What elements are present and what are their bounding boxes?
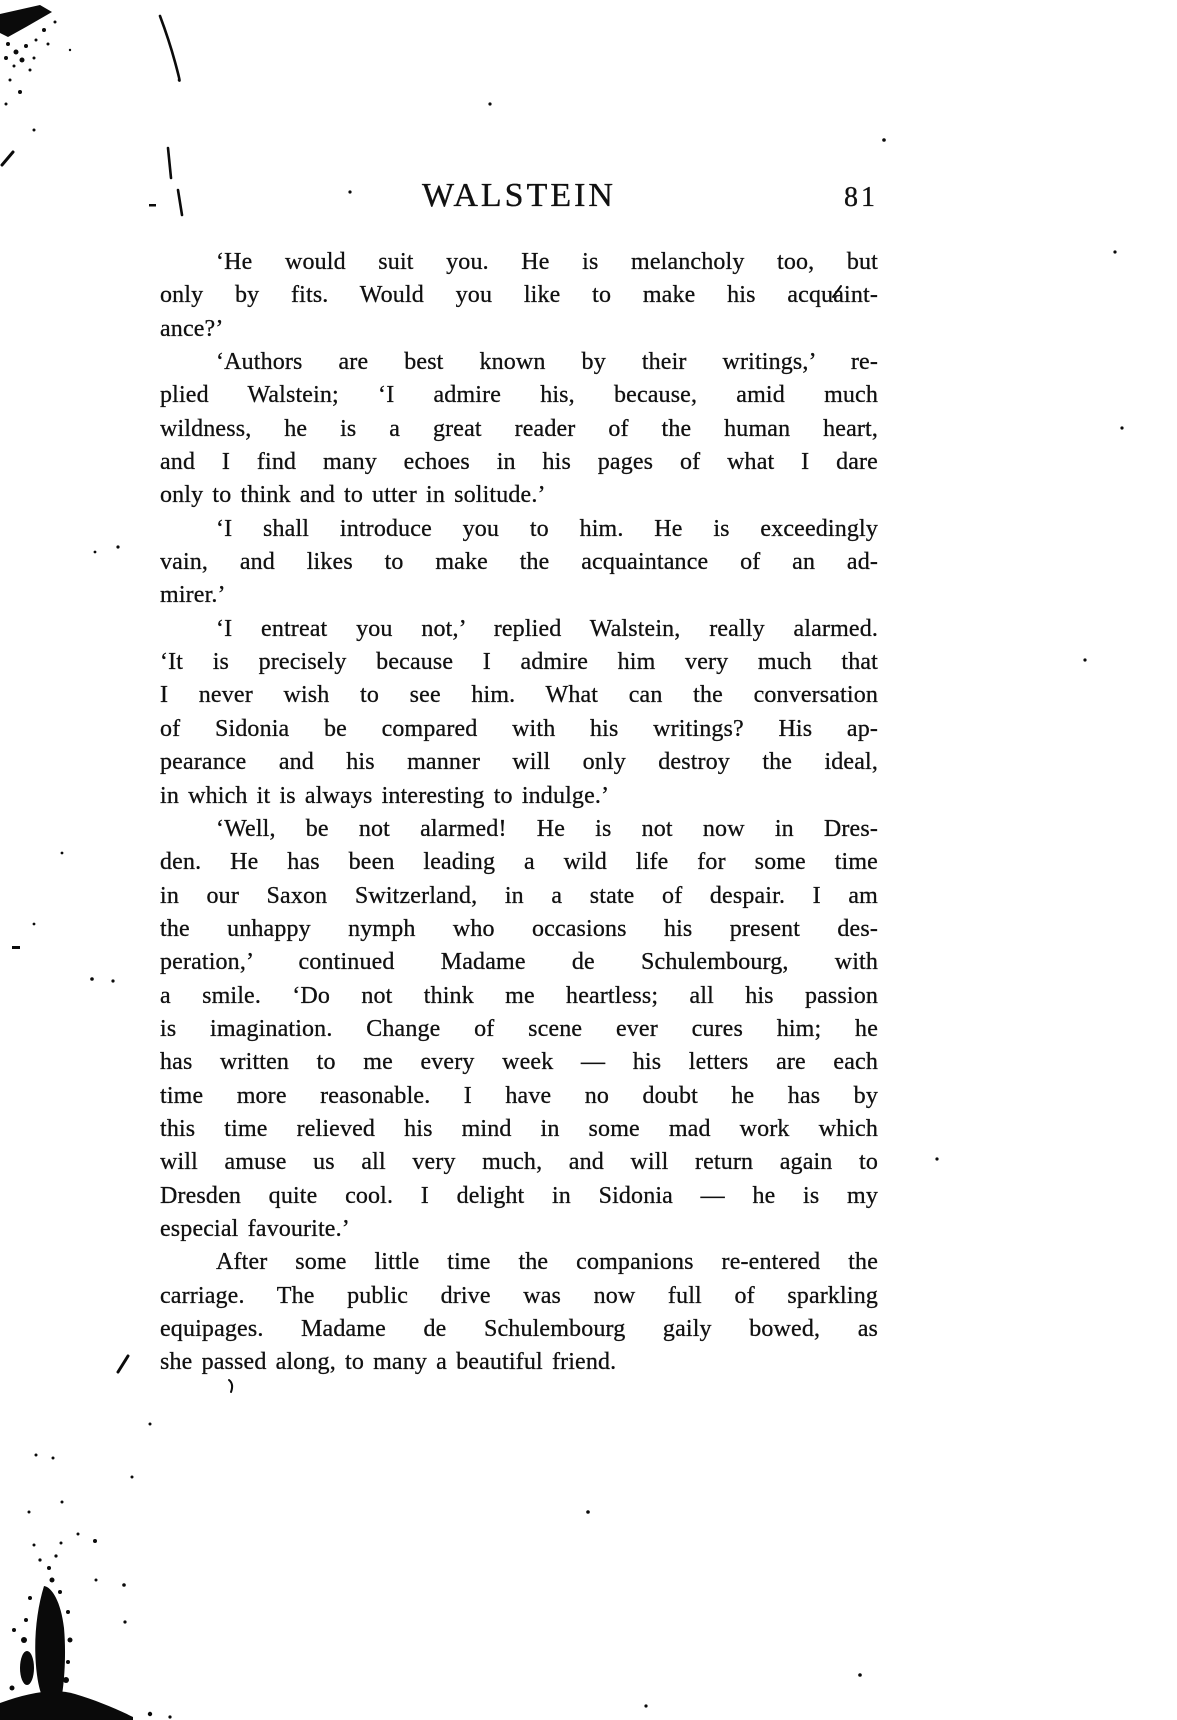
text-line: ‘I shall introduce you to him. He is exceedingly [216, 515, 878, 542]
text-line: she passed along, to many a beautiful friend. [160, 1349, 617, 1376]
body-text [160, 246, 878, 1380]
paragraph [160, 346, 878, 513]
text-line: pearance and his manner will only destroy the ideal, [160, 749, 878, 776]
text-line: After some little time the companions re-entered the [216, 1249, 878, 1276]
text-line: only by fits. Would you like to make his acquaint- [160, 282, 878, 309]
text-line: ‘He would suit you. He is melancholy too, but [216, 249, 878, 275]
ink-speckles-top-left [0, 5, 71, 132]
text-line: the unhappy nymph who occasions his present des- [160, 915, 878, 942]
text-line: vain, and likes to make the acquaintance of an ad- [160, 549, 878, 576]
page-number: 81 [844, 182, 878, 213]
text-line: equipages. Madame de Schulembourg gaily bowed, as [160, 1316, 878, 1342]
paragraph [160, 1246, 878, 1379]
text-line: a smile. ‘Do not think me heartless; all his passion [160, 982, 878, 1009]
paragraph [160, 813, 878, 1246]
text-line: has written to me every week — his letters are each [160, 1049, 878, 1076]
text-line: I never wish to see him. What can the conversation [160, 682, 878, 709]
text-line: peration,’ continued Madame de Schulembourg, with [160, 949, 878, 976]
text-line: this time relieved his mind in some mad work which [160, 1115, 878, 1142]
text-line: ance?’ [160, 315, 224, 342]
text-line: den. He has been leading a wild life for some time [160, 849, 878, 876]
text-line: in which it is always interesting to indulge.’ [160, 782, 610, 809]
text-line: time more reasonable. I have no doubt he has by [160, 1082, 878, 1109]
text-line: especial favourite.’ [160, 1215, 350, 1242]
text-line: in our Saxon Switzerland, in a state of despair. I am [160, 882, 878, 909]
text-line: of Sidonia be compared with his writings? His ap- [160, 715, 878, 742]
page-title: WALSTEIN [422, 177, 616, 214]
text-line: only to think and to utter in solitude.’ [160, 482, 546, 509]
text-line: ‘It is precisely because I admire him very much that [160, 649, 878, 676]
text-line: will amuse us all very much, and will return again to [160, 1149, 878, 1176]
paragraph [160, 613, 878, 813]
text-line: mirer.’ [160, 582, 226, 609]
text-line: wildness, he is a great reader of the human heart, [160, 415, 878, 442]
text-line: ‘Authors are best known by their writings,’ re- [216, 349, 878, 376]
text-line: is imagination. Change of scene ever cures him; he [160, 1015, 878, 1042]
text-line: ‘Well, be not alarmed! He is not now in Dres- [216, 815, 878, 842]
ink-blotch-bottom-left [0, 1542, 172, 1720]
text-line: plied Walstein; ‘I admire his, because, amid much [160, 382, 878, 409]
text-line: ‘I entreat you not,’ replied Walstein, really alarmed. [216, 615, 878, 642]
running-head [160, 178, 878, 218]
text-line: Dresden quite cool. I delight in Sidonia — he is my [160, 1182, 878, 1209]
paragraph [160, 246, 878, 346]
paragraph [160, 513, 878, 613]
text-line: carriage. The public drive was now full of sparkling [160, 1282, 878, 1309]
text-line: and I find many echoes in his pages of what I dare [160, 449, 878, 476]
